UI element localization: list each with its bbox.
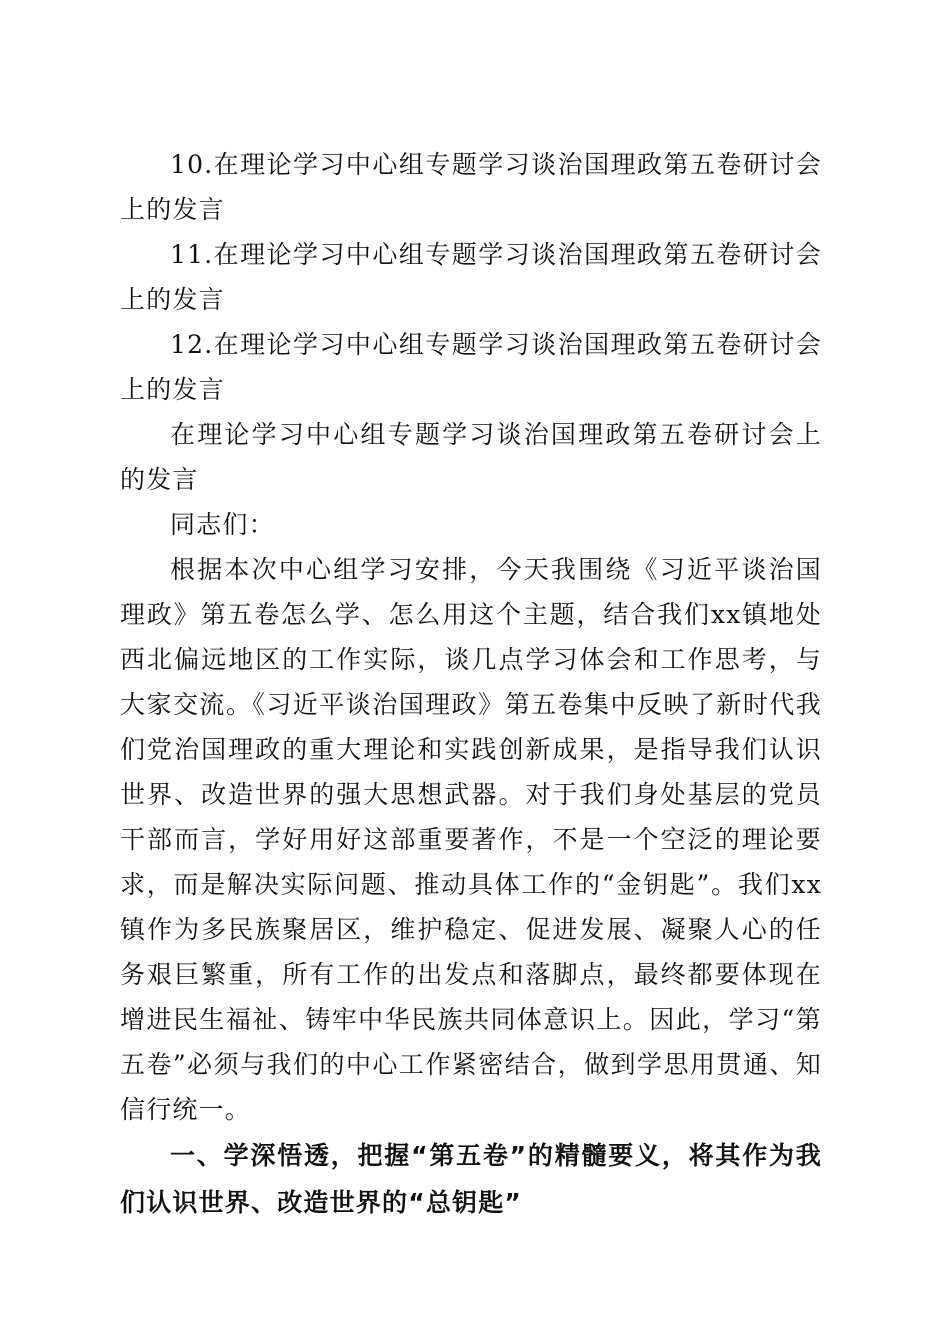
- list-item-12: 12.在理论学习中心组专题学习谈治国理政第五卷研讨会上的发言: [120, 330, 822, 404]
- body-paragraph: 根据本次中心组学习安排，今天我围绕《习近平谈治国理政》第五卷怎么学、怎么用这个主题，结合我们xx镇地处西北偏远地区的工作实际，谈几点学习体会和工作思考，与大家交流。《习近平谈治国理政》第五卷集中反映了新时代我们党治国理政的重大理论和实践创新成果，是指导我们认识世界、改造世界的强大思想武器。对于我们身处基层的党员干部而言，学好用好这部重要著作，不是一个空泛的理论要求，而是解决实际问题、推动具体工作的“金钥匙”。我们xx镇作为多民族聚居区，维护稳定、促进发展、凝聚人心的任务艰巨繁重，所有工作的出发点和落脚点，最终都要体现在增进民生福祉、铸牢中华民族共同体意识上。因此，学习“第五卷”必须与我们的中心工作紧密结合，做到学思用贯通、知信行统一。: [120, 555, 822, 1124]
- list-item-11: 11.在理论学习中心组专题学习谈治国理政第五卷研讨会上的发言: [120, 240, 822, 314]
- greeting: 同志们：: [170, 510, 275, 539]
- list-item-10: 10.在理论学习中心组专题学习谈治国理政第五卷研讨会上的发言: [120, 150, 822, 224]
- section-heading: 一、学深悟透，把握“第五卷”的精髓要义，将其作为我们认识世界、改造世界的“总钥匙”: [120, 1141, 822, 1217]
- document-content: [120, 142, 822, 1226]
- speech-title: 在理论学习中心组专题学习谈治国理政第五卷研讨会上的发言: [120, 420, 822, 494]
